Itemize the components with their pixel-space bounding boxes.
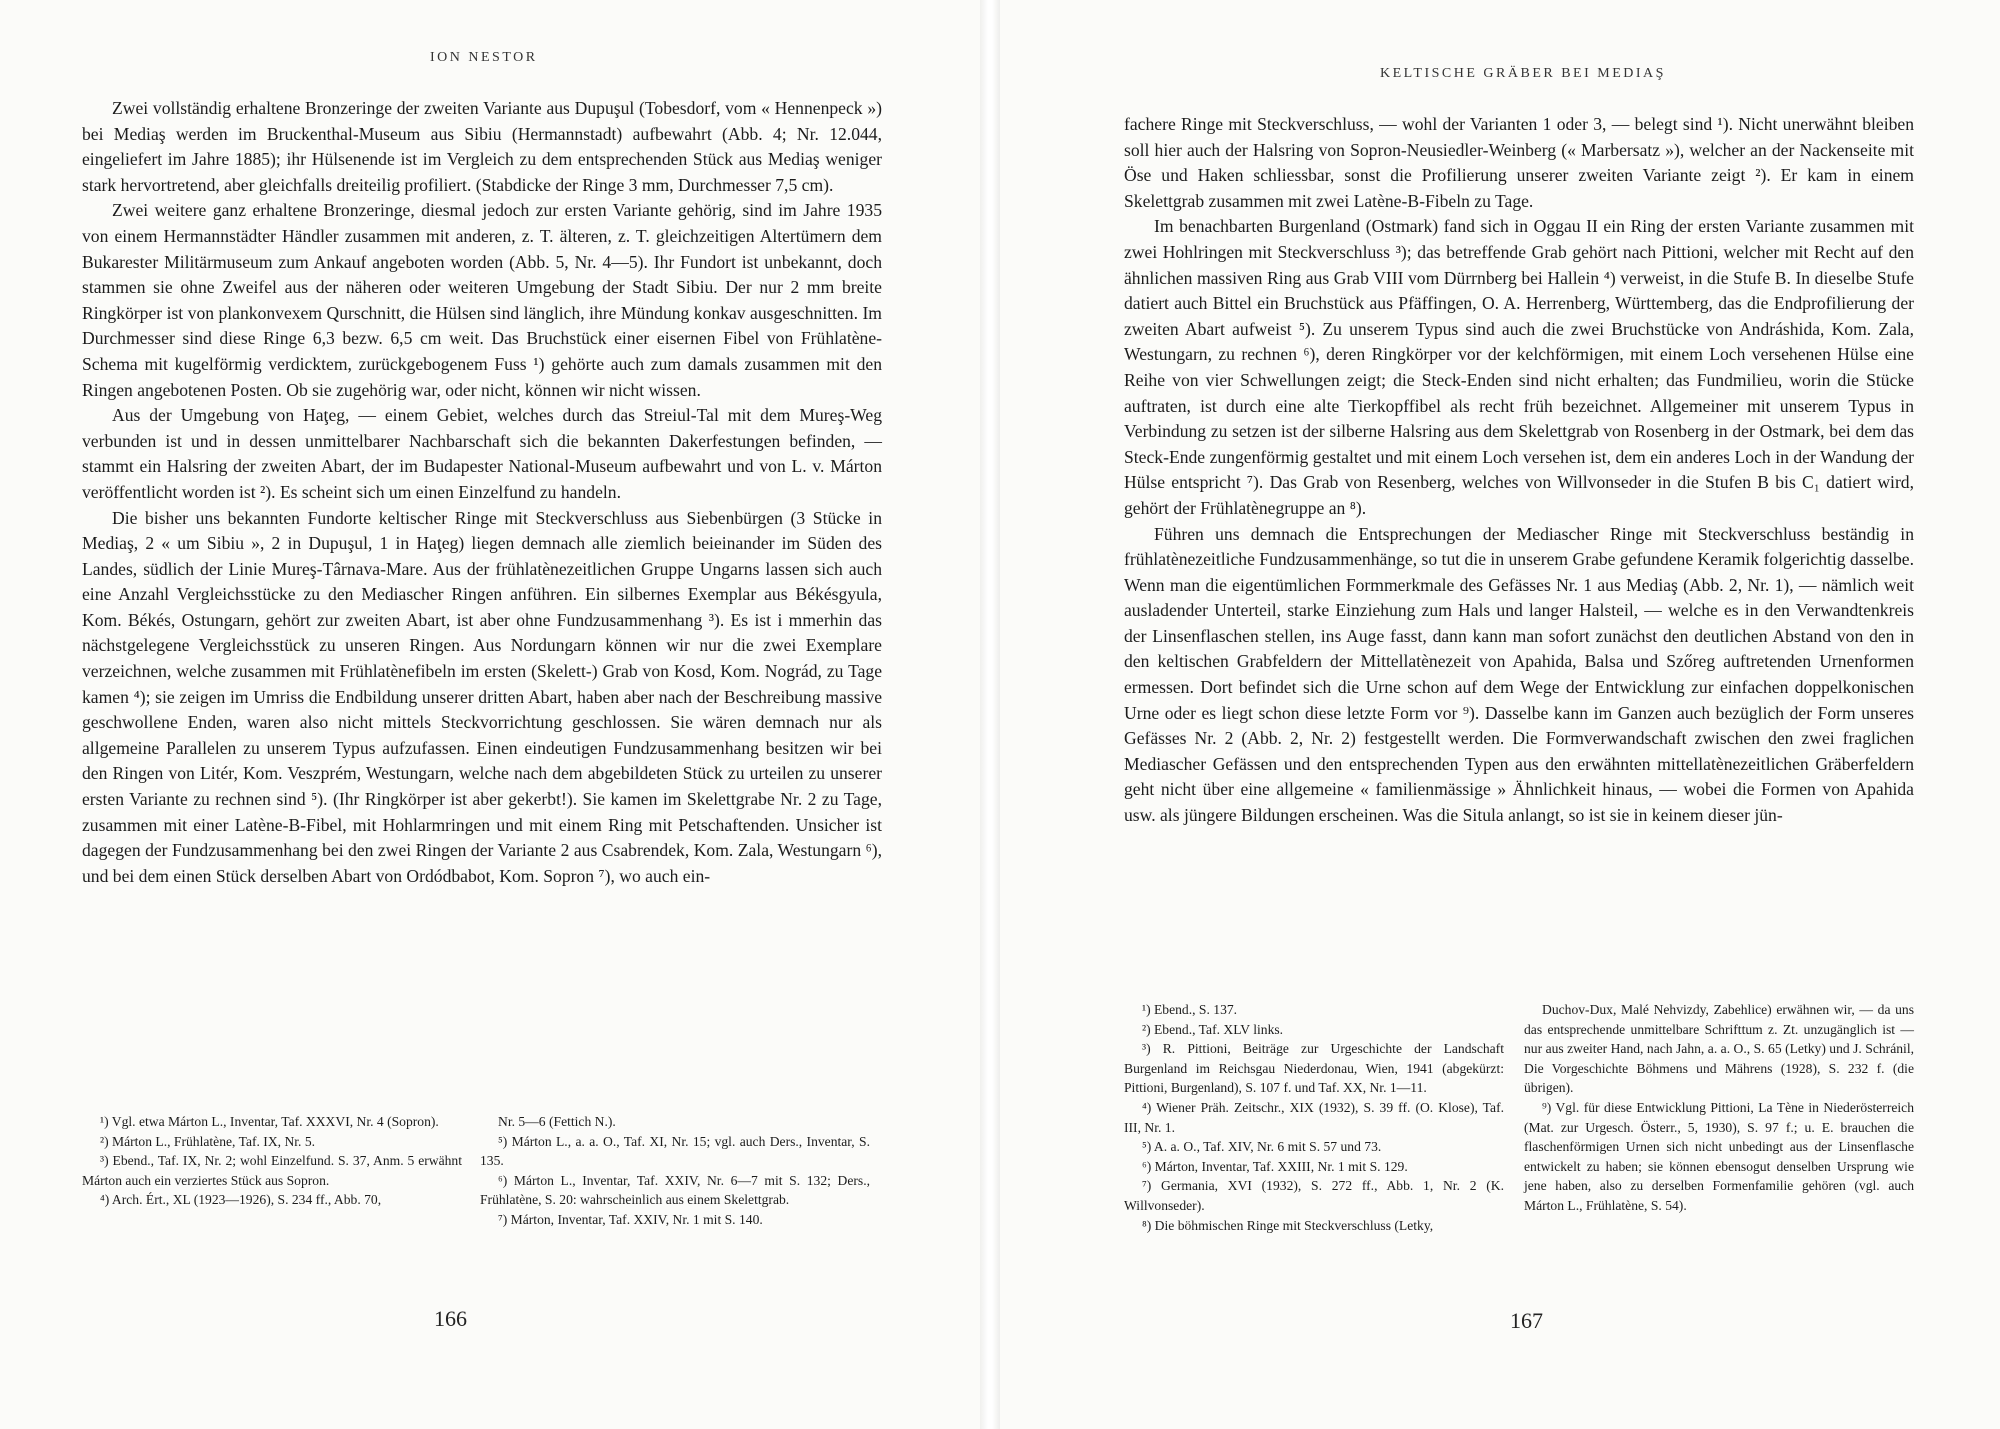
footnote: ⁷) Márton, Inventar, Taf. XXIV, Nr. 1 mit S. 140. (498, 1211, 763, 1227)
paragraph: Führen uns demnach die Entsprechungen der Mediascher Ringe mit Steckverschluss beständig in frühlatènezeitliche Fundzusammenhänge, so tut die in unserem Grabe gefundene Keramik folgerichtig dasselbe. Wenn man die eigentümlichen Formmerkmale des Gefässes Nr. 1 aus Mediaş (Abb. 2, Nr. 1), — nämlich weit ausladender Unterteil, starke Einziehung zum Hals und langer Halsteil, — welche es in den Verwandtenkreis der Linsenflaschen stellen, ins Auge fasst, dann kann man sofort zunächst den deutlichen Abstand von den in den keltischen Grabfeldern der Mittellatènezeit von Apahida, Balsa und Szőreg auftretenden Urnenformen ermessen. Dort befindet sich die Urne schon auf dem Wege der Entwicklung zur einfachen doppelkonischen Urne oder es liegt schon diese letzte Form vor ⁹). Dasselbe kann im Ganzen auch bezüglich der Form unseres Gefässes Nr. 2 (Abb. 2, Nr. 2) festgestellt werden. Die Formverwandschaft zwischen den zwei fraglichen Mediascher Gefässen und den entsprechenden Typen aus den erwähnten mittellatènezeitlichen Gräberfeldern geht nicht über eine allgemeine « familienmässige » Ähnlichkeit hinaus, — wobei die Formen von Apahida usw. als jüngere Bildungen erscheinen. Was die Situla anlangt, so ist sie in keinem dieser jün- (1124, 523, 1914, 826)
body-text-left (82, 96, 882, 889)
footnote: ³) R. Pittioni, Beiträge zur Urgeschichte der Landschaft Burgenland im Reichsgau Niederdonau, Wien, 1941 (abgekürzt: Pittioni, Burgenland), S. 107 f. und Taf. XX, Nr. 1—11. (1124, 1041, 1504, 1096)
footnotes-left-col1 (82, 1112, 462, 1210)
footnote: Nr. 5—6 (Fettich N.). (498, 1114, 616, 1129)
paragraph: fachere Ringe mit Steckverschluss, — wohl der Varianten 1 oder 3, — belegt sind ¹). Nicht unerwähnt bleiben soll hier auch der Halsring von Sopron-Neusiedler-Weinberg (« Marbersatz »), welcher an der Nackenseite mit Öse und Haken schliessbar, sonst die Profilierung unserer zweiten Variante zeigt ²). Er kam in einem Skelettgrab zusammen mit zwei Latène-B-Fibeln zu Tage. (1124, 114, 1914, 211)
footnote: ⁶) Márton, Inventar, Taf. XXIII, Nr. 1 mit S. 129. (1142, 1158, 1408, 1174)
footnote: ⁹) Vgl. für diese Entwicklung Pittioni, La Tène in Niederösterreich (Mat. zur Urgesch. Österr., 5, 1930), S. 97 f.; u. E. brauchen die flaschenförmigen Urnen sich nicht unbedingt aus der Linsenflasche entwickelt zu haben; sie können ebensogut denselben Ursprung wie jene haben, also zu derselben Formenfamilie gehören (vgl. auch Márton L., Frühlatène, S. 54). (1524, 1099, 1914, 1213)
footnote: ¹) Ebend., S. 137. (1142, 1002, 1238, 1017)
paragraph: Im benachbarten Burgenland (Ostmark) fand sich in Oggau II ein Ring der ersten Variante zusammen mit zwei Hohlringen mit Steckverschluss ³); das betreffende Grab gehört nach Pittioni, welcher mit Recht auf den ähnlichen massiven Ring aus Grab VIII vom Dürrnberg bei Hallein ⁴) verweist, in die Stufe B. In dieselbe Stufe datiert auch Bittel ein Bruchstück aus Pfäffingen, O. A. Herrenberg, Württemberg, das die Endprofilierung der zweiten Abart aufweist ⁵). Zu unserem Typus sind auch die zwei Bruchstücke von Andráshida, Kom. Zala, Westungarn, zu rechnen ⁶), deren Ringkörper vor der kelchförmigen, mit einem Loch versehenen Hülse eine Reihe von vier Schwellungen zeigt; die Steck-Enden sind nicht erhalten; das Fundmilieu, worin die Stücke auftraten, ist durch eine alte Tierkopffibel als recht früh bezeichnet. Allgemeiner mit unserem Typus in Verbindung zu setzen ist der silberne Halsring aus dem Skelettgrab von Rosenberg in der Ostmark, bei dem das Steck-Ende zungenförmig gestaltet und mit einem Loch versehen ist, dem ein anderes Loch in der Wandung der Hülse entspricht ⁷). Das Grab von Resenberg, welches von Willvonseder in die Stufen B bis C₁ datiert wird, gehört der Frühlatènegruppe an ⁸). (1124, 216, 1914, 518)
paragraph: Zwei vollständig erhaltene Bronzeringe der zweiten Variante aus Dupuşul (Tobesdorf, vom « Hennenpeck ») bei Mediaş werden im Bruckenthal-Museum aus Sibiu (Hermannstadt) aufbewahrt (Abb. 4; Nr. 12.044, eingeliefert im Jahre 1885); ihr Hülsenende ist im Vergleich zu dem entsprechenden Stück aus Mediaş weniger stark hervortretend, aber gleichfalls dreiteilig profiliert. (Stabdicke der Ringe 3 mm, Durchmesser 7,5 cm). (82, 98, 882, 195)
footnote: ⁶) Márton L., Inventar, Taf. XXIV, Nr. 6—7 mit S. 132; Ders., Frühlatène, S. 20: wahrscheinlich aus einem Skelettgrab. (480, 1172, 870, 1208)
page-number-right: 167 (1510, 1308, 1543, 1333)
footnote: ²) Márton L., Frühlatène, Taf. IX, Nr. 5. (100, 1133, 316, 1149)
footnotes-right-col2 (1524, 1000, 1914, 1216)
page-number-left: 166 (434, 1306, 467, 1331)
footnotes-left-col2 (480, 1112, 870, 1230)
footnote: ²) Ebend., Taf. XLV links. (1142, 1021, 1284, 1037)
footnote: ⁵) Márton L., a. a. O., Taf. XI, Nr. 15; vgl. auch Ders., Inventar, S. 135. (480, 1133, 870, 1169)
left-page (0, 0, 980, 1429)
body-text-right (1124, 112, 1914, 829)
footnote: Duchov-Dux, Malé Nehvizdy, Zabehlice) erwähnen wir, — da uns das entsprechende unmittelbare Schrifttum z. Zt. unzugänglich ist — nur aus zweiter Hand, nach Jahn, a. a. O., S. 65 (Letky) und J. Schránil, Die Vorgeschichte Böhmens und Mährens (1928), S. 232 f. (die übrigen). (1524, 1002, 1914, 1096)
footnote: ⁴) Arch. Ért., XL (1923—1926), S. 234 ff., Abb. 70, (100, 1192, 382, 1208)
footnote: ⁷) Germania, XVI (1932), S. 272 ff., Abb. 1, Nr. 2 (K. Willvonseder). (1124, 1178, 1504, 1213)
footnote: ⁸) Die böhmischen Ringe mit Steckverschluss (Letky, (1142, 1217, 1434, 1233)
footnote: ⁵) A. a. O., Taf. XIV, Nr. 6 mit S. 57 und 73. (1142, 1139, 1382, 1155)
paragraph: Die bisher uns bekannten Fundorte keltischer Ringe mit Steckverschluss aus Siebenbürgen (3 Stücke in Mediaş, 2 « um Sibiu », 2 in Dupuşul, 1 in Haţeg) liegen demnach alle ziemlich beieinander im Süden des Landes, südlich der Linie Mureş-Târnava-Mare. Aus der frühlatènezeitlichen Gruppe Ungarns lassen sich auch eine Anzahl Vergleichsstücke zu den Mediascher Ringen anführen. Ein silbernes Exemplar aus Békésgyula, Kom. Békés, Ostungarn, gehört zur zweiten Abart, ist aber ohne Fundzusammenhang ³). Es ist i mmerhin das nächstgelegene Vergleichsstück zu unseren Ringen. Aus Nordungarn können wir nur die zwei Exemplare verzeichnen, welche zusammen mit Frühlatènefibeln im ersten (Skelett-) Grab von Kosd, Kom. Nográd, zu Tage kamen ⁴); sie zeigen im Umriss die Endbildung unserer dritten Abart, haben aber nach der Beschreibung massive geschwollene Enden, waren also nicht mittels Steckvorrichtung geschlossen. Sie wären demnach nur als allgemeine Parallelen zu unserem Typus aufzufassen. Einen eindeutigen Fundzusammenhang besitzen wir bei den Ringen von Litér, Kom. Veszprém, Westungarn, welche nach dem abgebildeten Stück zu urteilen zu unserer ersten Variante zu rechnen sind ⁵). (Ihr Ringkörper ist aber gekerbt!). Sie kamen im Skelettgrabe Nr. 2 zu Tage, zusammen mit einer Latène-B-Fibel, mit Hohlarmringen und mit einem Ring mit Petschaftenden. Unsicher ist dagegen der Fundzusammenhang bei den zwei Ringen der Variante 2 aus Csabrendek, Kom. Zala, Westungarn ⁶), und bei dem einen Stück derselben Abart von Ordódbabot, Kom. Sopron ⁷), wo auch ein- (82, 507, 882, 886)
paragraph: Aus der Umgebung von Haţeg, — einem Gebiet, welches durch das Streiul-Tal mit dem Mureş-Weg verbunden ist und in dessen unmittelbarer Nachbarschaft sich die bekannten Dakerfestungen befinden, — stammt ein Halsring der zweiten Abart, der im Budapester National-Museum aufbewahrt und von L. v. Márton veröffentlicht worden ist ²). Es scheint sich um einen Einzelfund zu handeln. (82, 405, 882, 502)
book-gutter (980, 0, 1000, 1429)
footnote: ³) Ebend., Taf. IX, Nr. 2; wohl Einzelfund. S. 37, Anm. 5 erwähnt Márton auch ein verziertes Stück aus Sopron. (82, 1153, 462, 1188)
footnotes-right-col1 (1124, 1000, 1504, 1235)
footnote: ⁴) Wiener Präh. Zeitschr., XIX (1932), S. 39 ff. (O. Klose), Taf. III, Nr. 1. (1124, 1099, 1504, 1135)
running-head-right: KELTISCHE GRÄBER BEI MEDIAŞ (1380, 66, 1666, 81)
running-head-left: ION NESTOR (430, 50, 538, 65)
footnote: ¹) Vgl. etwa Márton L., Inventar, Taf. XXXVI, Nr. 4 (Sopron). (100, 1114, 439, 1129)
paragraph: Zwei weitere ganz erhaltene Bronzeringe, diesmal jedoch zur ersten Variante gehörig, sind im Jahre 1935 von einem Hermannstädter Händler zusammen mit anderen, z. T. älteren, z. T. gleichzeitigen Altertümern dem Bukarester Militärmuseum zum Ankauf angeboten worden (Abb. 5, Nr. 4—5). Ihr Fundort ist unbekannt, doch stammen sie ohne Zweifel aus der näheren oder weiteren Umgebung der Stadt Sibiu. Der nur 2 mm breite Ringkörper ist von plankonvexem Qurschnitt, die Hülsen sind länglich, ihre Mündung konkav ausgeschnitten. Im Durchmesser sind diese Ringe 6,3 bezw. 6,5 cm weit. Das Bruchstück einer eisernen Fibel von Frühlatène-Schema mit kugelförmig verdicktem, zurückgebogenem Fuss ¹) gehörte auch zum damals zusammen mit den Ringen angebotenen Posten. Ob sie zugehörig war, oder nicht, können wir nicht wissen. (82, 200, 882, 400)
right-page (1000, 0, 2000, 1429)
